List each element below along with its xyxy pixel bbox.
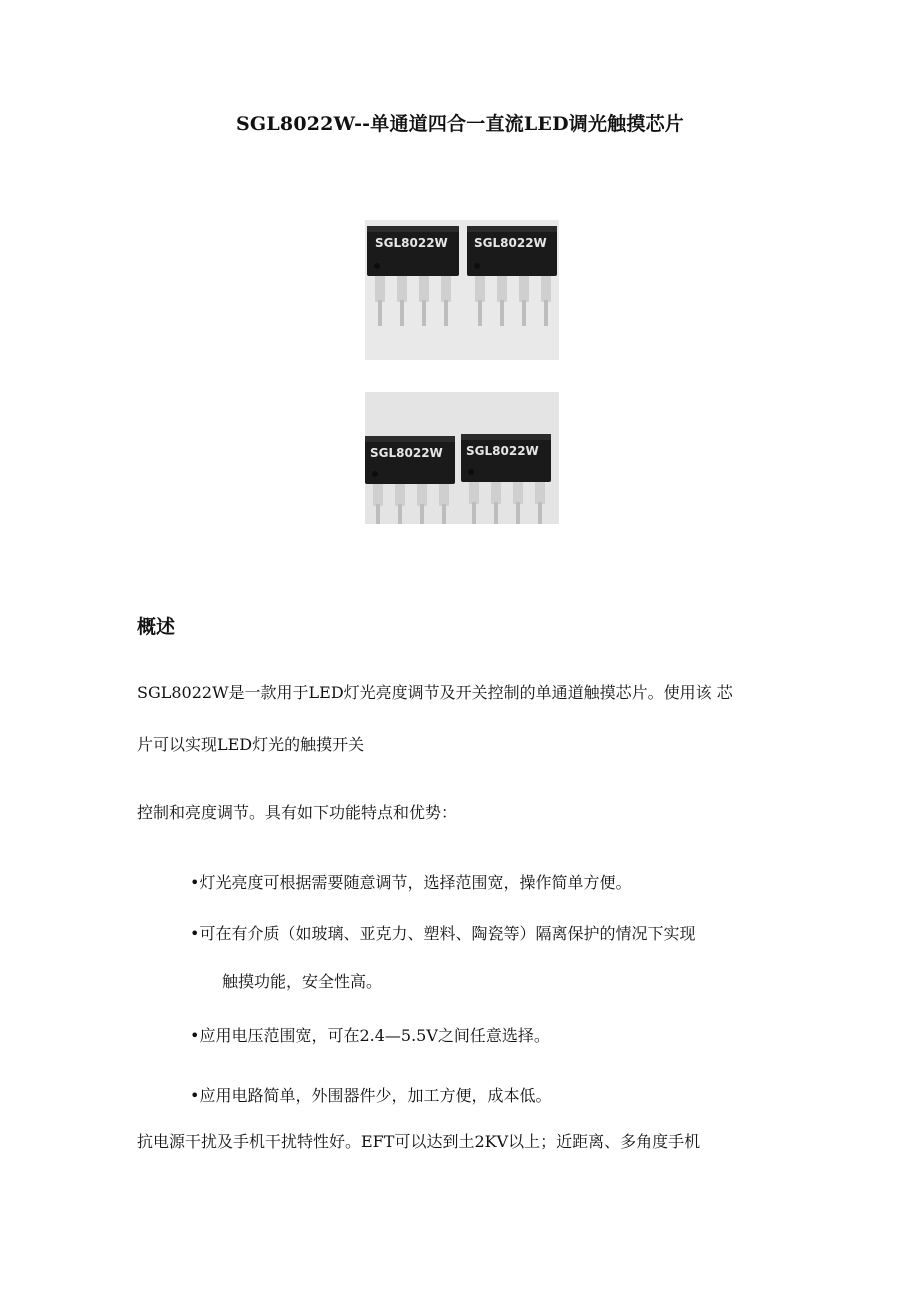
chip-marking-label: SGL8022W bbox=[474, 236, 547, 250]
section-heading: 概述 bbox=[137, 616, 176, 638]
feature-item-continuation: 触摸功能，安全性高。 bbox=[222, 972, 383, 991]
intro-paragraph-line: SGL8022W是一款用于LED灯光亮度调节及开关控制的单通道触摸芯片。使用该 芯 bbox=[137, 683, 733, 702]
feature-item: •可在有介质（如玻璃、亚克力、塑料、陶瓷等）隔离保护的情况下实现 bbox=[190, 924, 696, 943]
document-title: SGL8022W--单通道四合一直流LED调光触摸芯片 bbox=[236, 113, 684, 135]
chip-marking-label: SGL8022W bbox=[375, 236, 448, 250]
intro-paragraph-line: 控制和亮度调节。具有如下功能特点和优势： bbox=[137, 803, 458, 822]
chip-photo-bottom bbox=[365, 392, 559, 524]
chip-marking-label: SGL8022W bbox=[466, 444, 539, 458]
closing-paragraph-line: 抗电源干扰及手机干扰特性好。EFT可以达到土2KV以上；近距离、多角度手机 bbox=[137, 1132, 701, 1151]
feature-item: •应用电压范围宽，可在2.4—5.5V之间任意选择。 bbox=[190, 1026, 550, 1045]
feature-item: •灯光亮度可根据需要随意调节，选择范围宽，操作简单方便。 bbox=[190, 873, 632, 892]
chip-photo-top bbox=[365, 220, 559, 360]
intro-paragraph-line: 片可以实现LED灯光的触摸开关 bbox=[137, 735, 365, 754]
feature-item: •应用电路简单，外围器件少，加工方便，成本低。 bbox=[190, 1086, 552, 1105]
chip-marking-label: SGL8022W bbox=[370, 446, 443, 460]
